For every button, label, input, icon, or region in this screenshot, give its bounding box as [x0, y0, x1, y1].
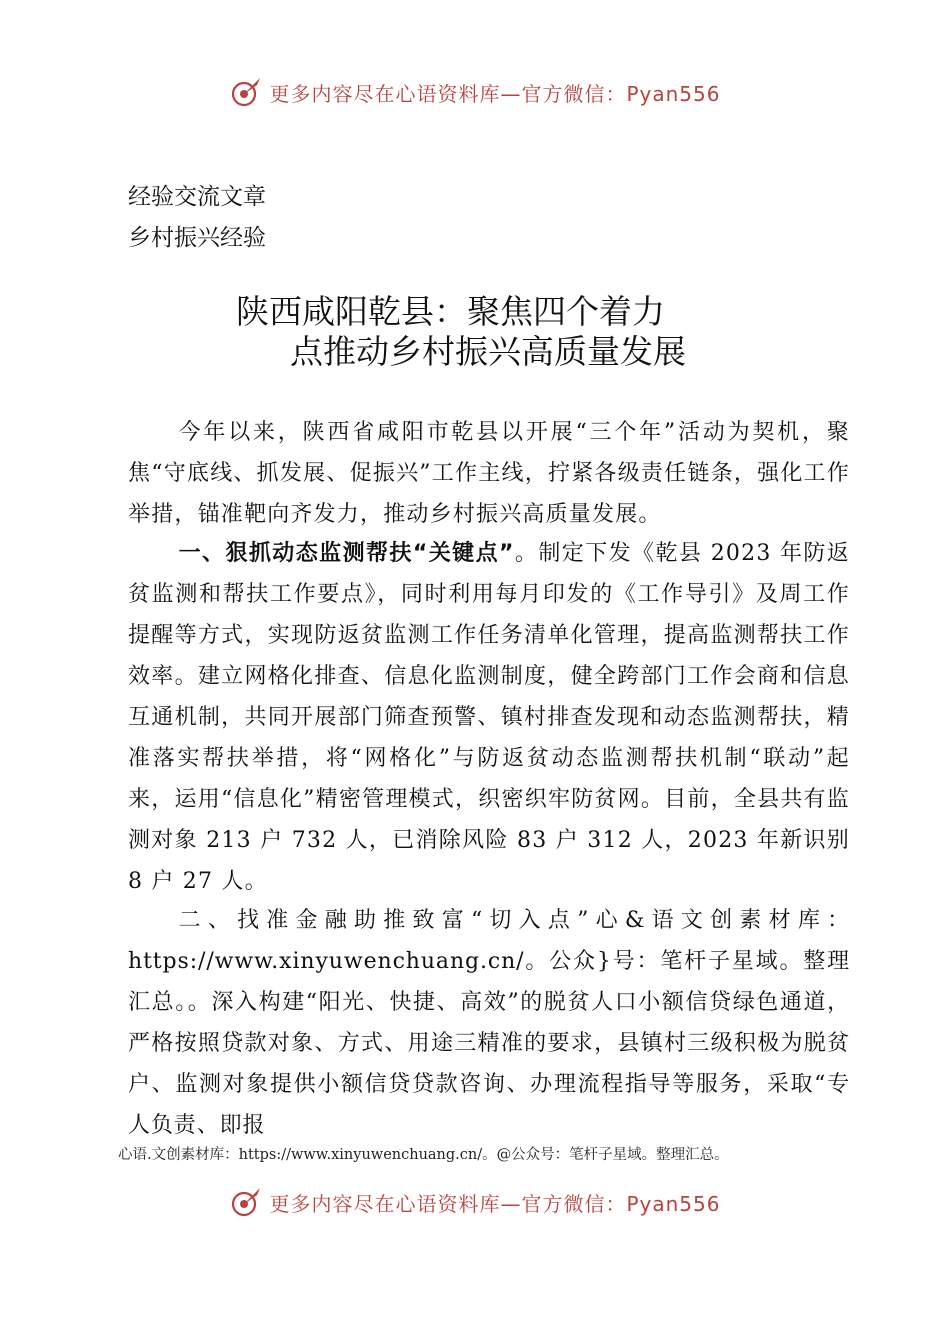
paragraph-monitoring-text: 。制定下发《乾县 2023 年防返贫监测和帮扶工作要点》，同时利用每月印发的《工作导引》及周工作提醒等方式，实现防返贫监测工作任务清单化管理，提高监测帮扶工作效率。建立网格化排查、信息化监测制度，健全跨部门工作会商和信息互通机制，共同开展部门筛查预警、镇村排查发现和动态监测帮扶，精准落实帮扶举措，将“网格化”与防返贫动态监测帮扶机制“联动”起来，运用“信息化”精密管理模式，织密织牢防贫网。目前，全县共有监测对象 213 户 732 人，已消除风险 83 户 312 人，2023 年新识别 8 户 27 人。 — [128, 541, 850, 894]
paragraph-intro: 今年以来，陕西省咸阳市乾县以开展“三个年”活动为契机，聚焦“守底线、抓发展、促振兴”工作主线，拧紧各级责任链条，强化工作举措，锚准靶向齐发力，推动乡村振兴高质量发展。 — [128, 420, 850, 527]
quill-seal-icon — [229, 1185, 263, 1219]
paragraph-finance: 二、找准金融助推致富“切入点”心&语文创素材库：https://www.xinyuwenchuang.cn/。公众}号：笔杆子星域。整理汇总。。深入构建“阳光、快捷、高效”的脱贫人口小额信贷绿色通道，严格按照贷款对象、方式、用途三精准的要求，县镇村三级积极为脱贫户、监测对象提供小额信贷贷款咨询、办理流程指导等服务，采取“专人负责、即报 — [128, 908, 850, 1138]
paragraph-monitoring — [128, 533, 850, 902]
bottom-banner — [0, 1180, 950, 1224]
quill-seal-icon — [229, 75, 263, 109]
category-label: 经验交流文章 — [128, 184, 266, 210]
article-title-line-1: 陕西咸阳乾县：聚焦四个着力 — [236, 292, 665, 331]
section-heading-1: 一、狠抓动态监测帮扶“关键点” — [178, 541, 515, 566]
banner-text: 更多内容尽在心语资料库—官方微信：Pyan556 — [269, 81, 721, 106]
top-banner — [0, 70, 950, 114]
subcategory-label: 乡村振兴经验 — [128, 225, 266, 251]
footer-note: 心语.文创素材库：https://www.xinyuwenchuang.cn/。@公众号：笔杆子星域。整理汇总。 — [118, 1147, 729, 1163]
article-title-line-2: 点推动乡村振兴高质量发展 — [290, 332, 686, 371]
banner-text: 更多内容尽在心语资料库—官方微信：Pyan556 — [269, 1191, 721, 1216]
